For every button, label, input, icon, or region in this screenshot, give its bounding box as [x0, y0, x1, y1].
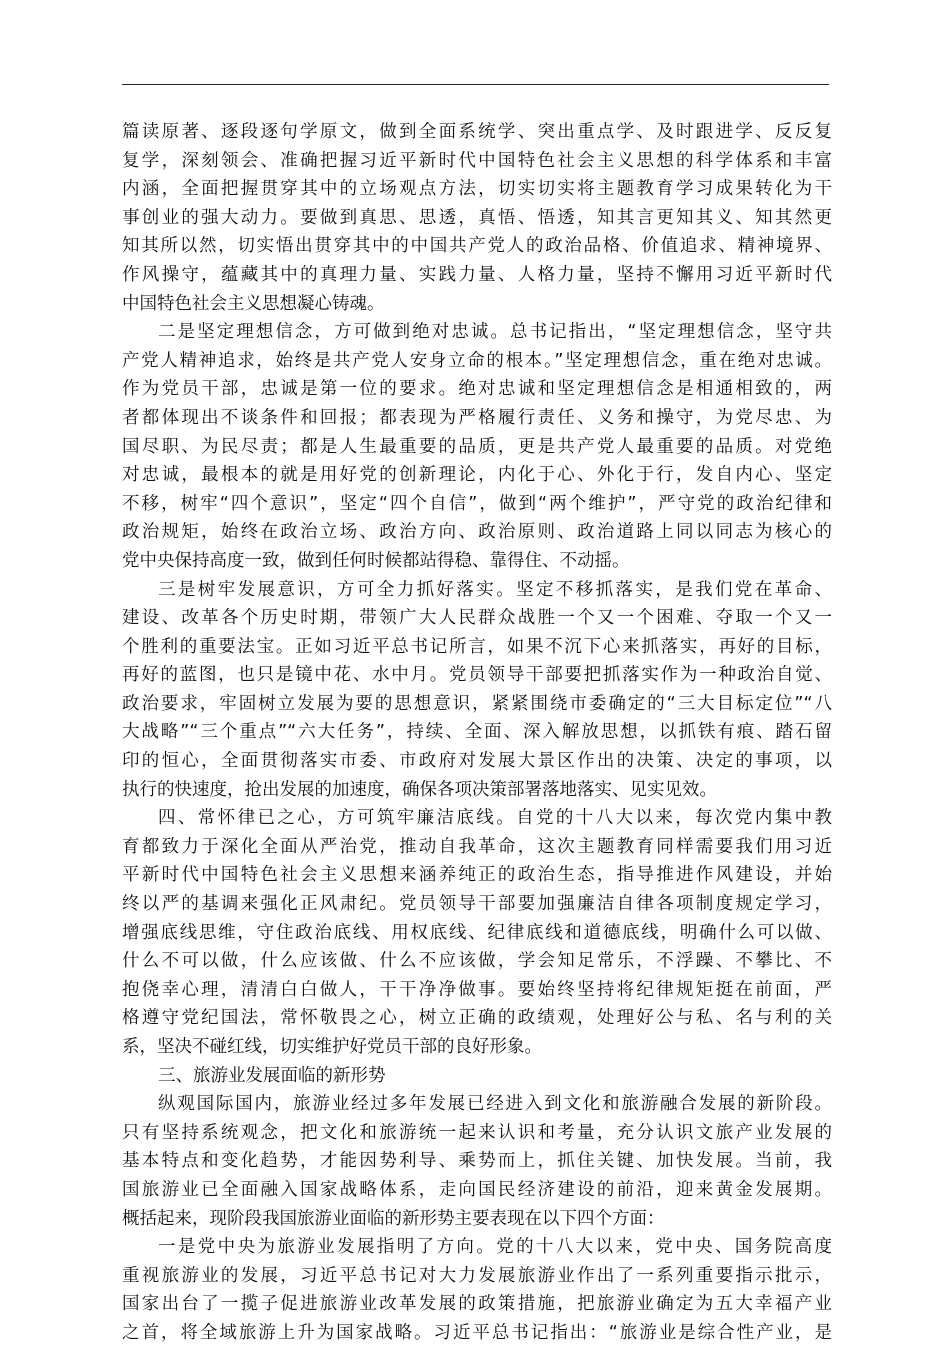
text-line: 政治要求，牢固树立发展为要的思想意识，紧紧围绕市委确定的“三大目标定位”“八 — [122, 693, 832, 714]
text-line: 国旅游业已全面融入国家战略体系，走向国民经济建设的前沿，迎来黄金发展期。 — [122, 1179, 832, 1200]
text-line: 重视旅游业的发展，习近平总书记对大力发展旅游业作出了一系列重要指示批示， — [122, 1265, 832, 1286]
text-line: 再好的蓝图，也只是镜中花、水中月。党员领导干部要把抓落实作为一种政治自觉、 — [122, 665, 832, 686]
text-line: 执行的快速度，抢出发展的加速度，确保各项决策部署落地落实、见实见效。 — [122, 779, 717, 800]
text-line: 产党人精神追求，始终是共产党人安身立命的根本。”坚定理想信念，重在绝对忠诚。 — [122, 350, 832, 371]
text-line: 个胜利的重要法宝。正如习近平总书记所言，如果不沉下心来抓落实，再好的目标， — [122, 636, 832, 657]
document-body — [122, 118, 832, 1348]
text-line: 纵观国际国内，旅游业经过多年发展已经进入到文化和旅游融合发展的新阶段。 — [158, 1094, 832, 1115]
text-line: 对忠诚，最根本的就是用好党的创新理论，内化于心、外化于行，发自内心、坚定 — [122, 465, 832, 486]
text-line: 印的恒心，全面贯彻落实市委、市政府对发展大景区作出的决策、决定的事项，以 — [122, 751, 832, 772]
text-line: 作为党员干部，忠诚是第一位的要求。绝对忠诚和坚定理想信念是相通相致的，两 — [122, 379, 832, 400]
text-line: 一是党中央为旅游业发展指明了方向。党的十八大以来，党中央、国务院高度 — [158, 1237, 832, 1258]
text-line: 事创业的强大动力。要做到真思、思透，真悟、悟透，知其言更知其义、知其然更 — [122, 207, 832, 228]
text-line: 平新时代中国特色社会主义思想来涵养纯正的政治生态，指导推进作风建设，并始 — [122, 865, 832, 886]
text-line: 复学，深刻领会、准确把握习近平新时代中国特色社会主义思想的科学体系和丰富 — [122, 150, 832, 171]
text-line: 者都体现出不谈条件和回报；都表现为严格履行责任、义务和操守，为党尽忠、为 — [122, 407, 832, 428]
text-line: 篇读原著、逐段逐句学原文，做到全面系统学、突出重点学、及时跟进学、反反复 — [122, 122, 832, 142]
text-line: 什么不可以做，什么应该做、什么不应该做，学会知足常乐，不浮躁、不攀比、不 — [122, 951, 832, 972]
text-line: 中国特色社会主义思想凝心铸魂。 — [122, 293, 385, 314]
text-line: 终以严的基调来强化正风肃纪。党员领导干部要加强廉洁自律各项制度规定学习， — [122, 894, 832, 915]
text-line: 建设、改革各个历史时期，带领广大人民群众战胜一个又一个困难、夺取一个又一 — [122, 608, 832, 629]
text-line: 党中央保持高度一致，做到任何时候都站得稳、靠得住、不动摇。 — [122, 550, 630, 571]
text-line: 不移，树牢“四个意识”，坚定“四个自信”，做到“两个维护”，严守党的政治纪律和 — [122, 493, 832, 514]
text-line: 大战略”“三个重点”“六大任务”，持续、全面、深入解放思想，以抓铁有痕、踏石留 — [122, 722, 832, 743]
text-line: 作风操守，蕴藏其中的真理力量、实践力量、人格力量，坚持不懈用习近平新时代 — [122, 264, 832, 285]
text-line: 概括起来，现阶段我国旅游业面临的新形势主要表现在以下四个方面： — [122, 1208, 665, 1229]
text-line: 增强底线思维，守住政治底线、用权底线、纪律底线和道德底线，明确什么可以做、 — [122, 922, 832, 943]
text-line: 格遵守党纪国法，常怀敬畏之心，树立正确的政绩观，处理好公与私、名与利的关 — [122, 1008, 832, 1029]
text-line: 系，坚决不碰红线，切实维护好党员干部的良好形象。 — [122, 1037, 542, 1057]
text-line: 抱侥幸心理，清清白白做人，干干净净做事。要始终坚持将纪律规矩挺在前面，严 — [122, 979, 832, 1000]
text-line: 知其所以然，切实悟出贯穿其中的中国共产党人的政治品格、价值追求、精神境界、 — [122, 236, 832, 257]
text-line: 国尽职、为民尽责；都是人生最重要的品质，更是共产党人最重要的品质。对党绝 — [122, 436, 832, 457]
text-line: 三、旅游业发展面临的新形势 — [158, 1065, 386, 1086]
text-line: 之首，将全域旅游上升为国家战略。习近平总书记指出：“旅游业是综合性产业，是 — [122, 1322, 832, 1343]
header-rule — [122, 84, 829, 85]
text-line: 四、常怀律已之心，方可筑牢廉洁底线。自党的十八大以来，每次党内集中教 — [158, 808, 832, 829]
text-line: 育都致力于深化全面从严治党，推动自我革命，这次主题教育同样需要我们用习近 — [122, 836, 832, 857]
text-line: 国家出台了一揽子促进旅游业改革发展的政策措施，把旅游业确定为五大幸福产业 — [122, 1294, 832, 1315]
text-line: 三是树牢发展意识，方可全力抓好落实。坚定不移抓落实，是我们党在革命、 — [158, 579, 832, 600]
text-line: 政治规矩，始终在政治立场、政治方向、政治原则、政治道路上同以同志为核心的 — [122, 522, 832, 543]
text-line: 内涵，全面把握贯穿其中的立场观点方法，切实切实将主题教育学习成果转化为干 — [122, 179, 832, 200]
text-line: 只有坚持系统观念，把文化和旅游统一起来认识和考量，充分认识文旅产业发展的 — [122, 1122, 832, 1143]
text-line: 基本特点和变化趋势，才能因势利导、乘势而上，抓住关键、加快发展。当前，我 — [122, 1151, 832, 1172]
text-line: 二是坚定理想信念，方可做到绝对忠诚。总书记指出，“坚定理想信念，坚守共 — [158, 322, 832, 343]
